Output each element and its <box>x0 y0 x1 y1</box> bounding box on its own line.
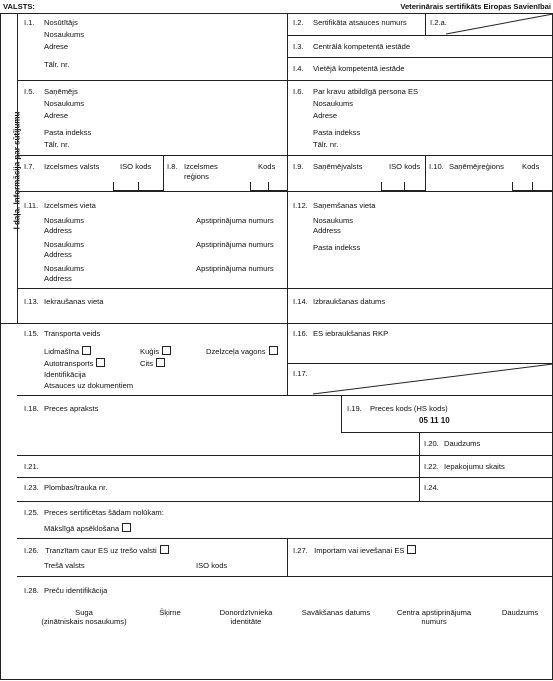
middle-divider <box>287 13 288 395</box>
transport-other-label: Cits <box>140 359 154 368</box>
sidebar-bottom <box>0 323 18 324</box>
transport-ship-checkbox[interactable] <box>162 346 171 355</box>
transit-checkbox[interactable] <box>160 545 169 554</box>
box-i7-number: I.7. <box>24 162 35 171</box>
place-of-destination-title: Saņemšanas vieta <box>313 201 376 210</box>
transport-rail-label: Dzelzceļa vagons <box>206 347 266 356</box>
destination-postcode-label: Pasta indekss <box>313 243 361 252</box>
column-centre-approval-sub: numurs <box>421 617 447 626</box>
consignee-name-label: Nosaukums <box>44 99 85 108</box>
artificial-insemination-checkbox[interactable] <box>122 523 131 532</box>
left-border <box>0 13 1 679</box>
transport-docref-label: Atsauces uz dokumentiem <box>44 381 134 390</box>
consignee-title: Saņēmējs <box>44 87 78 96</box>
part-one-sidebar-label: I daļa. Informācija par sūtījumu <box>12 111 22 230</box>
transport-plane-label: Lidmašīna <box>44 347 80 356</box>
country-label: VALSTS: <box>3 2 35 11</box>
box-i9-number: I.9. <box>293 162 304 171</box>
hs-code-value: 05 11 10 <box>419 416 450 425</box>
destination-address-label: Address <box>313 226 341 235</box>
box-i14-number: I.14. <box>293 297 308 306</box>
box-i27-number: I.27. <box>293 546 308 555</box>
i2a-diagonal <box>446 14 553 35</box>
origin-2-approval-label: Apstiprinājuma numurs <box>196 240 274 249</box>
transport-other-checkbox[interactable] <box>156 358 165 367</box>
box-i4-number: I.4. <box>293 64 304 73</box>
origin-1-approval-label: Apstiprinājuma numurs <box>196 216 274 225</box>
import-option[interactable] <box>293 545 416 555</box>
artificial-insemination-label: Mākslīgā apsēklošana <box>44 524 120 533</box>
eu-responsible-name-label: Nosaukums <box>313 99 354 108</box>
consignor-phone-label: Tālr. nr. <box>44 60 70 69</box>
box-i19-number: I.19. <box>347 404 362 413</box>
box-i8-number: I.8. <box>167 162 178 171</box>
column-quantity-label: Daudzums <box>501 608 539 617</box>
transit-option[interactable] <box>24 545 169 555</box>
transport-rail[interactable] <box>206 346 278 356</box>
certificate-ref-title: Sertifikāta atsauces numurs <box>313 18 407 27</box>
origin-1-address-label: Address <box>44 226 72 235</box>
origin-country-iso-label: ISO kods <box>120 162 152 171</box>
box-i21-number: I.21. <box>24 462 39 471</box>
box-i6-number: I.6. <box>293 87 304 96</box>
destination-country-title: Saņēmējvalsts <box>313 162 363 171</box>
box-i20-number: I.20. <box>424 439 439 448</box>
transport-rail-checkbox[interactable] <box>269 346 278 355</box>
eu-responsible-address-label: Adrese <box>313 111 338 120</box>
box-i15-number: I.15. <box>24 329 39 338</box>
box-i10-number: I.10. <box>429 162 444 171</box>
origin-2-name-label: Nosaukums <box>44 240 85 249</box>
origin-3-approval-label: Apstiprinājuma numurs <box>196 264 274 273</box>
column-quantity <box>492 608 548 617</box>
column-collection-date-label: Savākšanas datums <box>301 608 371 617</box>
column-breed <box>145 608 195 617</box>
column-centre-approval-label: Centra apstiprinājuma <box>396 608 472 617</box>
central-authority-title: Centrālā kompetentā iestāde <box>313 42 411 51</box>
destination-name-label: Nosaukums <box>313 216 354 225</box>
departure-date-title: Izbraukšanas datums <box>313 297 386 306</box>
box-i16-number: I.16. <box>293 329 308 338</box>
consignor-address-label: Adrese <box>44 42 69 51</box>
origin-country-title: Izcelsmes valsts <box>44 162 100 171</box>
origin-3-address-label: Address <box>44 274 72 283</box>
column-donor-label: Donordzīvnieka <box>219 608 273 617</box>
box-i13-number: I.13. <box>24 297 39 306</box>
box-i18-number: I.18. <box>24 404 39 413</box>
column-donor-id <box>206 608 286 626</box>
column-species-sub: (zinātniskais nosaukums) <box>41 617 127 626</box>
transport-road[interactable] <box>44 358 105 368</box>
certificate-title: Veterinārais sertifikāts Eiropas Savienībai <box>400 2 551 11</box>
destination-region-code-label: Kods <box>522 162 540 171</box>
box-i2a-number: I.2.a. <box>430 18 447 27</box>
box-i12-number: I.12. <box>293 201 308 210</box>
third-country-label: Trešā valsts <box>44 561 85 570</box>
transport-other[interactable] <box>140 358 165 368</box>
transit-label: Tranzītam caur ES uz trešo valsti <box>45 546 157 555</box>
box-i25-number: I.25. <box>24 508 39 517</box>
transport-road-label: Autotransports <box>44 359 94 368</box>
origin-1-name-label: Nosaukums <box>44 216 85 225</box>
goods-description-title: Preces apraksts <box>44 404 99 413</box>
box-i2-number: I.2. <box>293 18 304 27</box>
box-i11-number: I.11. <box>24 201 39 210</box>
sidebar-divider <box>17 13 18 323</box>
transport-plane[interactable] <box>44 346 91 356</box>
box-i5-number: I.5. <box>24 87 35 96</box>
box-i28-number: I.28. <box>24 586 39 595</box>
column-donor-sub: identitāte <box>230 617 262 626</box>
transport-title: Transporta veids <box>44 329 101 338</box>
i17-diagonal <box>313 364 553 395</box>
third-country-iso-label: ISO kods <box>196 561 228 570</box>
certified-purpose-title: Preces sertificētas šādam nolūkam: <box>44 508 164 517</box>
box-i23-number: I.23. <box>24 483 39 492</box>
consignee-postcode-label: Pasta indekss <box>44 128 92 137</box>
transport-road-checkbox[interactable] <box>96 358 105 367</box>
box-i3-number: I.3. <box>293 42 304 51</box>
loading-place-title: Iekraušanas vieta <box>44 297 104 306</box>
goods-identification-title: Preču identifikācija <box>44 586 108 595</box>
artificial-insemination-option[interactable] <box>44 523 131 533</box>
column-breed-label: Šķirne <box>159 608 181 617</box>
eu-entry-bip-title: ES iebraukšanas RKP <box>313 329 389 338</box>
box-i24-number: I.24. <box>424 483 439 492</box>
consignor-name-label: Nosaukums <box>44 30 85 39</box>
eu-responsible-title: Par kravu atbildīgā persona ES <box>313 87 419 96</box>
transport-ship[interactable] <box>140 346 171 356</box>
origin-region-code-label: Kods <box>258 162 276 171</box>
origin-region-title: Izcelsmes <box>184 162 218 171</box>
column-species-label: Suga <box>75 608 93 617</box>
consignor-title: Nosūtītājs <box>44 18 78 27</box>
origin-2-address-label: Address <box>44 250 72 259</box>
eu-responsible-postcode-label: Pasta indekss <box>313 128 361 137</box>
consignee-phone-label: Tālr. nr. <box>44 140 70 149</box>
local-authority-title: Vietējā kompetentā iestāde <box>313 64 405 73</box>
import-label: Importam vai ievešanai ES <box>314 546 405 555</box>
destination-country-iso-label: ISO kods <box>389 162 421 171</box>
origin-3-name-label: Nosaukums <box>44 264 85 273</box>
box-i1-number: I.1. <box>24 18 35 27</box>
box-i22-number: I.22. <box>424 462 439 471</box>
transport-identification-label: Identifikācija <box>44 370 86 379</box>
seal-number-title: Plombas/trauka nr. <box>44 483 108 492</box>
transport-plane-checkbox[interactable] <box>82 346 91 355</box>
column-species <box>34 608 134 626</box>
box-i26-number: I.26. <box>24 546 39 555</box>
hs-code-title: Preces kods (HS kods) <box>370 404 448 413</box>
place-of-origin-title: Izcelsmes vieta <box>44 201 96 210</box>
bottom-border <box>0 679 553 680</box>
destination-region-title: Saņēmējreģions <box>449 162 504 171</box>
packages-count-title: Iepakojumu skaits <box>444 462 505 471</box>
import-checkbox[interactable] <box>407 545 416 554</box>
quantity-title: Daudzums <box>444 439 481 448</box>
consignee-address-label: Adrese <box>44 111 69 120</box>
transport-ship-label: Kuģis <box>140 347 159 356</box>
column-collection-date <box>291 608 381 617</box>
column-centre-approval <box>384 608 484 626</box>
origin-region-title-2: reģions <box>184 172 209 181</box>
eu-responsible-phone-label: Tālr. nr. <box>313 140 339 149</box>
box-i17-number: I.17. <box>293 369 308 378</box>
